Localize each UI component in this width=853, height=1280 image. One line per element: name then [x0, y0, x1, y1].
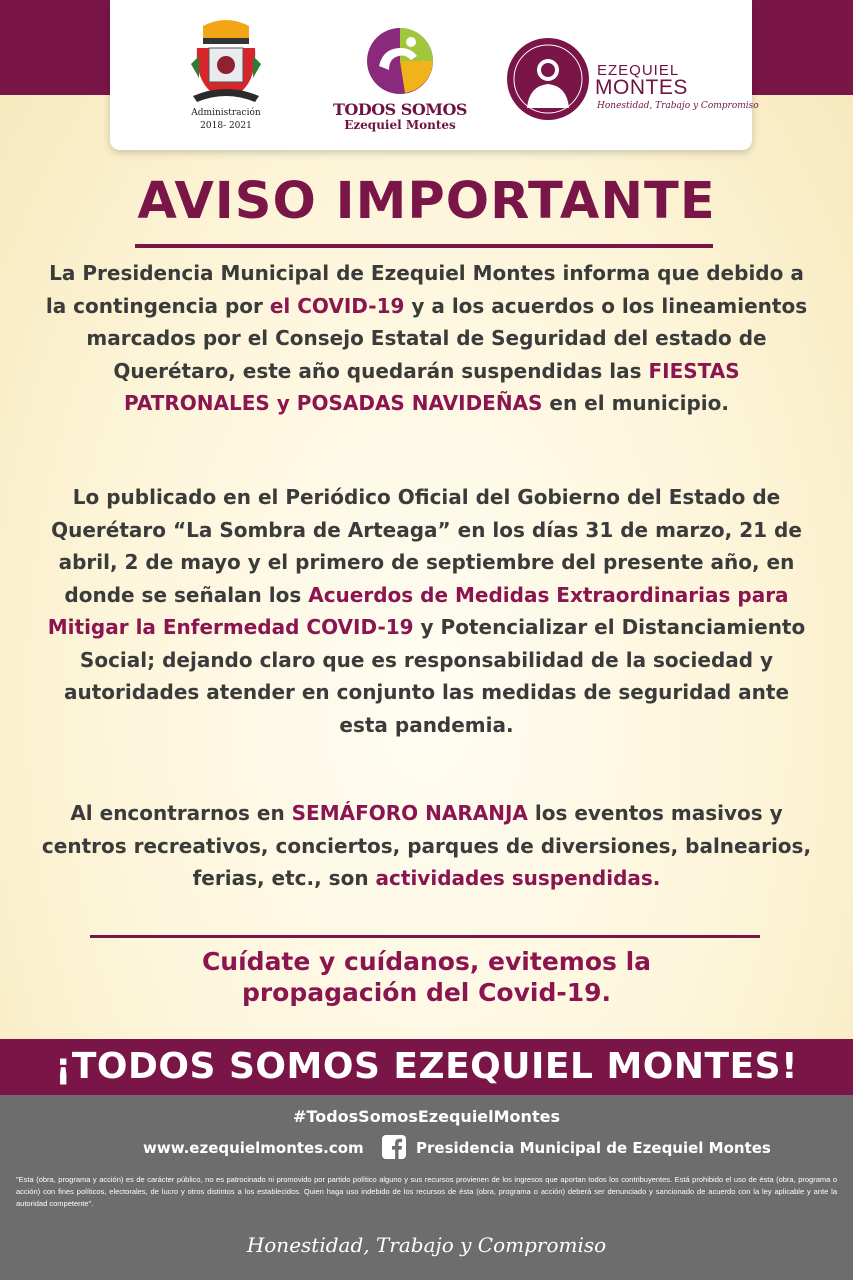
- closing-divider: [90, 935, 760, 938]
- paragraph-3-highlight-semaforo: SEMÁFORO NARANJA: [291, 801, 528, 825]
- ezequiel-montes-portrait-icon: [505, 36, 591, 122]
- ezequiel-logo-name-line1: EZEQUIEL: [597, 62, 680, 79]
- paragraph-1-highlight-fiestas: FIESTAS PATRONALES y POSADAS NAVIDEÑAS: [124, 358, 740, 415]
- paragraph-3-text-a: Al encontrarnos en: [70, 801, 292, 825]
- municipal-seal-icon: [187, 18, 265, 106]
- paragraph-1-text-a: La Presidencia Municipal de Ezequiel Montes informa que debido a la contingencia por: [45, 261, 804, 318]
- paragraph-1-highlight-covid: el COVID-19: [269, 293, 405, 318]
- ezequiel-logo-name-line2: MONTES: [595, 76, 688, 99]
- facebook-icon: [382, 1135, 406, 1159]
- paragraph-2-text-a: Lo publicado en el Periódico Oficial del Gobierno del Estado de Querétaro “La Sombra de Arteaga” en los días 31 de marzo, 21 de abril, 2 de mayo y el primero de septiembre del presente año, en donde se señalan los: [51, 485, 802, 607]
- paragraph-1-text-c: en el municipio.: [542, 391, 729, 415]
- closing-line-1: Cuídate y cuídanos, evitemos la: [201, 947, 652, 976]
- paragraph-3-highlight-suspendidas: actividades suspendidas.: [375, 866, 661, 890]
- todos-somos-emblem-icon: [365, 26, 435, 96]
- facebook-page-name[interactable]: Presidencia Municipal de Ezequiel Montes: [416, 1139, 771, 1157]
- logo-card: [110, 0, 759, 150]
- footer-motto: Honestidad, Trabajo y Compromiso: [246, 1233, 607, 1257]
- website-link[interactable]: www.ezequielmontes.com: [143, 1139, 364, 1157]
- todos-somos-subtitle: Ezequiel Montes: [344, 118, 456, 132]
- ezequiel-montes-logo: [505, 36, 759, 124]
- footer: [0, 1095, 853, 1280]
- slogan-banner: [0, 1039, 853, 1095]
- todos-somos-title: TODOS SOMOS: [333, 100, 467, 119]
- notice-paragraph-1: [40, 257, 813, 420]
- hashtag: #TodosSomosEzequielMontes: [293, 1107, 560, 1126]
- ezequiel-logo-motto: Honestidad, Trabajo y Compromiso: [597, 101, 759, 111]
- paragraph-3-text-b: los eventos masivos y centros recreativos, conciertos, parques de diversiones, balnearios, ferias, etc., son: [41, 801, 812, 890]
- legal-disclaimer: "Esta (obra, programa y acción) es de carácter público, no es patrocinado ni promovido por partido político alguno y sus recursos provienen de los ingresos que aportan todos los contribuyentes. Está prohibido el uso de ésta (obra, programa o acción) con fines políticos, electorales, de lucro y otros distintos a los establecidos. Quien haga uso indebido de los recursos de ésta (obra, programa o acción) deberá ser denunciado y sancionado de acuerdo con la ley aplicable y ante la autoridad competente".: [16, 1175, 837, 1208]
- paragraph-2-highlight-acuerdos: Acuerdos de Medidas Extraordinarias para Mitigar la Enfermedad COVID-19: [47, 582, 789, 639]
- slogan-text: ¡TODOS SOMOS EZEQUIEL MONTES!: [54, 1046, 799, 1087]
- notice-paragraph-3: [40, 797, 813, 895]
- paragraph-2-text-b: y Potencializar el Distanciamiento Social; dejando claro que es responsabilidad de la sociedad y autoridades atender en conjunto las medidas de seguridad ante esta pandemia.: [63, 615, 806, 737]
- administration-years: 2018- 2021: [200, 121, 252, 131]
- closing-line-2: propagación del Covid-19.: [241, 978, 612, 1007]
- notice-title: AVISO IMPORTANTE: [137, 172, 716, 231]
- administration-logo: [180, 18, 272, 132]
- notice-paragraph-2: [40, 481, 813, 741]
- closing-message: [40, 946, 813, 1008]
- paragraph-1-text-b: y a los acuerdos o los lineamientos marcados por el Consejo Estatal de Seguridad del estado de Querétaro, este año quedarán suspendidas las: [86, 293, 808, 383]
- todos-somos-logo: [310, 26, 490, 132]
- administration-label: Administración: [191, 108, 261, 118]
- title-divider: [135, 244, 713, 248]
